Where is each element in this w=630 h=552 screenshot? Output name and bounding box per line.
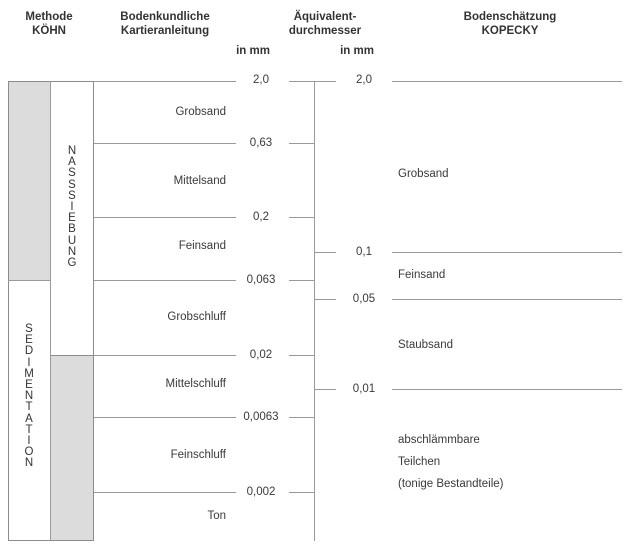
value-0-002: 0,002 xyxy=(246,486,276,498)
boundary-0-063 xyxy=(94,280,236,281)
kopecky-staubsand: Staubsand xyxy=(398,339,453,351)
boundary-0-02 xyxy=(94,355,236,356)
boundary-0-002 xyxy=(94,492,236,493)
header-koehn: Methode KÖHN xyxy=(25,11,73,37)
kopecky-teilchen: Teilchen xyxy=(398,456,441,468)
class-grobsand: Grobsand xyxy=(175,106,226,118)
value-0-0063: 0,0063 xyxy=(243,411,279,423)
value-0-02: 0,02 xyxy=(249,349,273,361)
axis-tick-0-05 xyxy=(314,299,336,300)
value-0-2: 0,2 xyxy=(253,211,269,223)
axis-tick-2-0-right xyxy=(314,81,336,82)
boundary-0-0063 xyxy=(94,417,236,418)
kopecky-boundary-2-0 xyxy=(392,81,622,82)
kopecky-feinsand: Feinsand xyxy=(398,269,446,281)
class-feinschluff: Feinschluff xyxy=(170,449,226,461)
axis-tick-0-1 xyxy=(314,252,336,253)
kopecky-boundary-0-01 xyxy=(392,389,622,390)
axis-tick-0-02 xyxy=(289,355,315,356)
value-0-01: 0,01 xyxy=(352,383,376,395)
axis-tick-0-2 xyxy=(289,217,315,218)
value-0-63: 0,63 xyxy=(249,137,273,149)
value-0-063: 0,063 xyxy=(246,274,276,286)
class-feinsand: Feinsand xyxy=(178,240,226,252)
header-aequivalentdurchmesser: Äquivalent- durchmesser xyxy=(288,11,362,37)
boundary-0-63 xyxy=(94,143,236,144)
class-grobschluff: Grobschluff xyxy=(167,311,226,323)
kopecky-boundary-0-05 xyxy=(392,299,622,300)
unit-label-left: in mm xyxy=(236,45,270,57)
axis-tick-0-01 xyxy=(314,389,336,390)
kopecky-grobsand: Grobsand xyxy=(398,168,449,180)
kopecky-tonige-bestandteile: (tonige Bestandteile) xyxy=(398,478,504,490)
unit-label-right: in mm xyxy=(340,45,374,57)
header-kopecky: Bodenschätzung KOPECKY xyxy=(463,11,557,37)
nasssiebung-label: N A S S S I E B U N G xyxy=(67,145,77,270)
value-0-1: 0,1 xyxy=(356,246,372,258)
kopecky-abschlaemmbare: abschlämmbare xyxy=(398,434,480,446)
value-0-05: 0,05 xyxy=(352,293,376,305)
koehn-divider xyxy=(8,280,51,281)
axis-tick-0-63 xyxy=(289,143,315,144)
boundary-2-0 xyxy=(94,81,236,82)
value-2-0-left: 2,0 xyxy=(253,74,269,86)
class-ton: Ton xyxy=(207,510,226,522)
kopecky-boundary-0-1 xyxy=(392,252,622,253)
boundary-0-2 xyxy=(94,217,236,218)
class-mittelschluff: Mittelschluff xyxy=(165,378,226,390)
axis-tick-0-002 xyxy=(289,492,315,493)
axis-line xyxy=(314,81,315,541)
header-kartieranleitung: Bodenkundliche Kartieranleitung xyxy=(120,11,210,37)
sedimentation-label: S E D I M E N T A T I O N xyxy=(24,323,34,470)
axis-tick-0-063 xyxy=(289,280,315,281)
koehn-column-divider xyxy=(50,81,51,541)
class-mittelsand: Mittelsand xyxy=(173,175,226,187)
axis-tick-0-0063 xyxy=(289,417,315,418)
axis-tick-2-0-left xyxy=(289,81,315,82)
value-2-0-right: 2,0 xyxy=(356,74,372,86)
